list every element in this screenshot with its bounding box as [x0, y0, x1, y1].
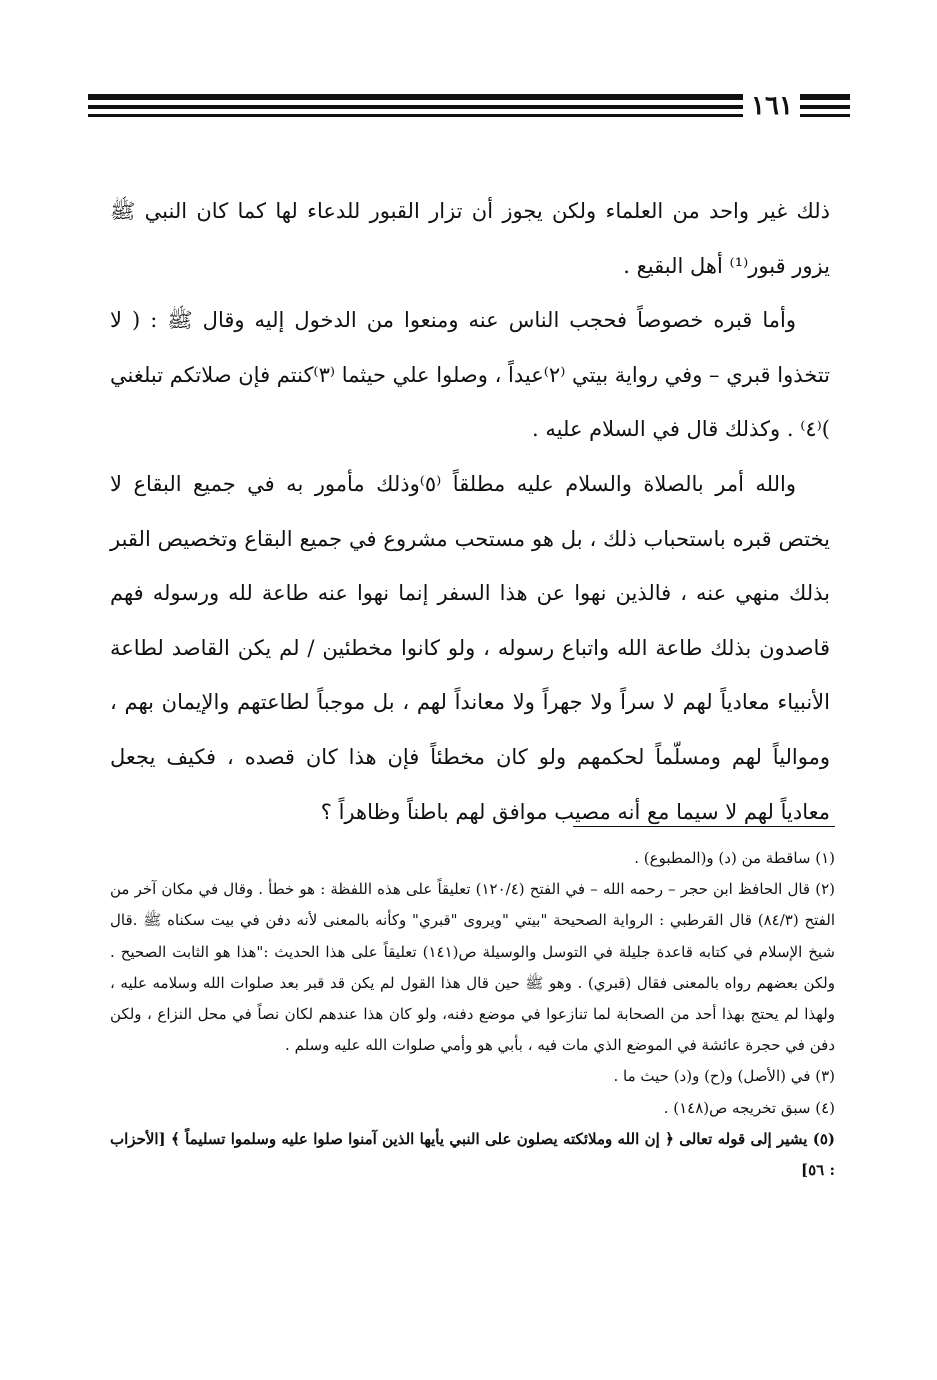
- footnote: (٣) في (الأصل) و(ح) و(د) حيث ما .: [613, 1067, 835, 1086]
- footnote-separator: [573, 826, 835, 827]
- main-text: [110, 184, 830, 839]
- footnote: (٢) قال الحافظ ابن حجر – رحمه الله – في الفتح (١٢٠/٤) تعليقاً على هذه اللفظة : هو خطأ . وقال في مكان آخر من الفتح (٨٤/٣) قال القرطبي : الرواية الصحيحة "بيتي "ويروى "قبري" وكأنه بالمعنى لأنه دفن في بيت سكناه ﷺ .قال شيخ الإسلام في كتابه قاعدة جليلة في التوسل والوسيلة ص(١٤١) تعليقاً على هذا الحديث :"هذا هو الثابت الصحيح . ولكن بعضهم رواه بالمعنى فقال (قبري) . وهو ﷺ حين قال هذا القول لم يكن قد قبر بعد صلوات الله وسلامه عليه ، ولهذا لم يحتج بهذا أحد من الصحابة لما تنازعوا في موضع دفنه، ولو كان هذا عندهم لكان نصاً في محل النزاع ، ولكن دفن في حجرة عائشة في الموضع الذي مات فيه ، بأبي هو وأمي صلوات الله عليه وسلم .: [110, 880, 835, 1055]
- page-number: ١٦١: [751, 91, 793, 121]
- header-rule-short-thin: [800, 114, 850, 117]
- page-header: [88, 90, 850, 130]
- header-rule-thick: [88, 94, 743, 100]
- header-rule-medium: [88, 105, 743, 109]
- footnote: (١) ساقطة من (د) و(المطبوع) .: [634, 849, 835, 867]
- body-paragraph: وأما قبره خصوصاً فحجب الناس عنه ومنعوا من الدخول إليه وقال ﷺ : ( لا تتخذوا قبري – وفي رواية بيتي ⁽٢⁾عيداً ، وصلوا علي حيثما ⁽٣⁾كنتم فإن صلاتكم تبلغني )⁽٤⁾ . وكذلك قال في السلام عليه .: [110, 308, 831, 442]
- header-rule-short-medium: [800, 105, 850, 109]
- body-paragraph: ذلك غير واحد من العلماء ولكن يجوز أن تزار القبور للدعاء لها كما كان النبي ﷺ يزور قبور⁽¹⁾ أهل البقيع .: [110, 199, 830, 278]
- footnotes: [110, 843, 835, 1186]
- header-rule-short-thick: [800, 94, 850, 100]
- footnote: (٤) سبق تخريجه ص(١٤٨) .: [663, 1098, 835, 1117]
- header-rule-thin: [88, 114, 743, 117]
- footnote: (٥) يشير إلى قوله تعالى ﴿ إن الله وملائكته يصلون على النبي يأيها الذين آمنوا صلوا عليه وسلموا تسليماً ﴾ [الأحزاب : ٥٦]: [110, 1129, 835, 1180]
- body-paragraph: والله أمر بالصلاة والسلام عليه مطلقاً ⁽٥⁾وذلك مأمور به في جميع البقاع لا يختص قبره باستحباب ذلك ، بل هو مستحب مشروع في جميع البقاع وتخصيص القبر بذلك منهي عنه ، فالذين نهوا عن هذا السفر إنما نهوا عنه طاعة لله ورسوله فهم قاصدون بذلك طاعة الله واتباع رسوله ، ولو كانوا مخطئين / لم يكن القاصد لطاعة الأنبياء معادياً لهم لا سراً ولا جهراً ولا معانداً لهم ، بل موجباً لطاعتهم والإيمان بهم ، وموالياً لهم ومسلّماً لحكمهم ولو كان مخطئاً فإن هذا كان قصده ، فكيف يجعل معادياً لهم لا سيما مع أنه مصيب موافق لهم باطناً وظاهراً ؟: [110, 471, 830, 824]
